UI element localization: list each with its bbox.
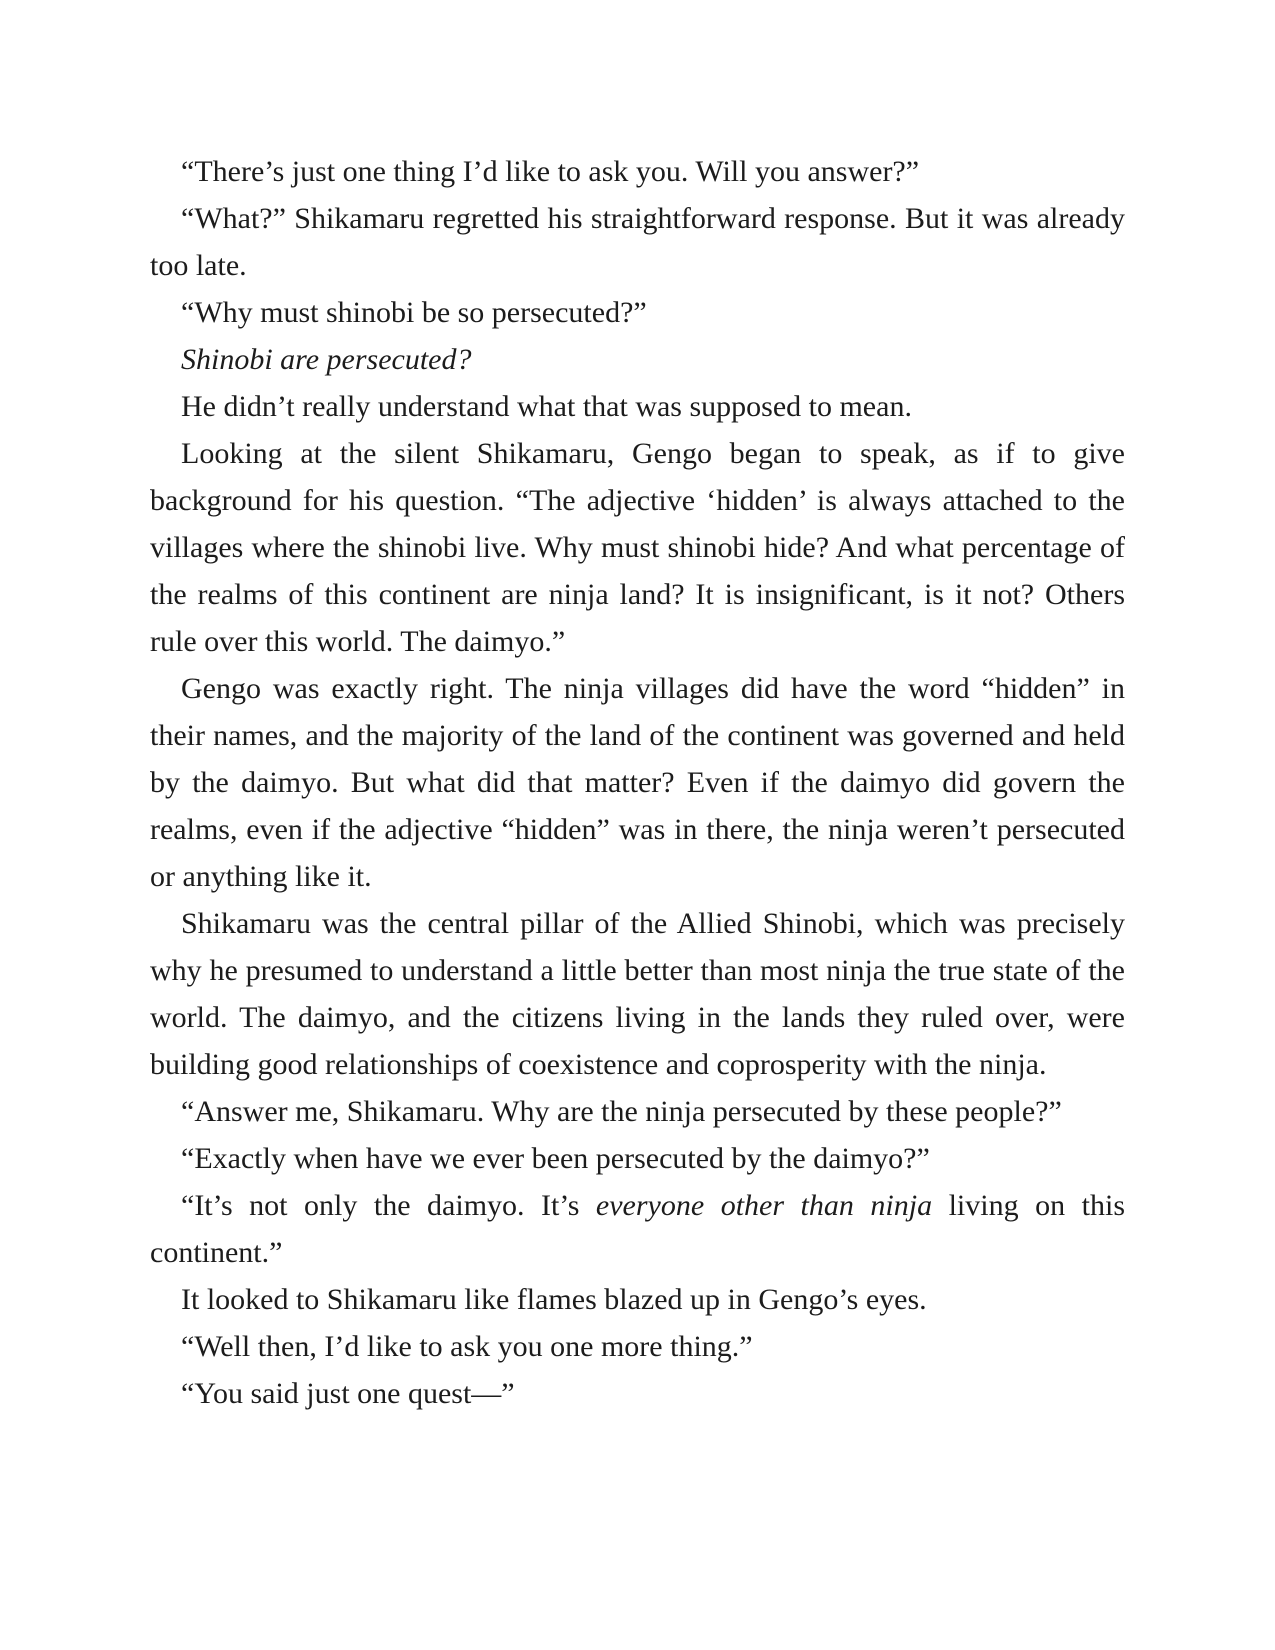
paragraph-one-quest: “You said just one quest—” [181, 1377, 515, 1410]
paragraph-not-only-daimyo [150, 1182, 1125, 1276]
paragraph-one-more-thing: “Well then, I’d like to ask you one more thing.” [181, 1330, 753, 1363]
paragraph-flames-blazed: It looked to Shikamaru like flames blazed up in Gengo’s eyes. [181, 1283, 927, 1316]
paragraph-answer-me: “Answer me, Shikamaru. Why are the ninja persecuted by these people?” [181, 1095, 1062, 1128]
paragraph-central-pillar: Shikamaru was the central pillar of the Allied Shinobi, which was precisely why he presumed to understand a little better than most ninja the true state of the world. The daimyo, and the citizens living in the lands they ruled over, were building good relationships of coexistence and coprosperity with the ninja. [150, 907, 1125, 1081]
paragraph-why-persecuted: “Why must shinobi be so persecuted?” [181, 296, 647, 329]
page-body [150, 148, 1125, 1417]
text-after-emphasis: living on this continent.” [150, 1189, 1125, 1269]
paragraph-ask-question: “There’s just one thing I’d like to ask you. Will you answer?” [181, 155, 920, 188]
paragraph-italic-thought: Shinobi are persecuted? [181, 343, 472, 376]
text-before-emphasis: “It’s not only the daimyo. It’s [181, 1189, 596, 1222]
paragraph-gengo-right: Gengo was exactly right. The ninja villages did have the word “hidden” in their names, and the majority of the land of the continent was governed and held by the daimyo. But what did that matter? Even if the daimyo did govern the realms, even if the adjective “hidden” was in there, the ninja weren’t persecuted or anything like it. [150, 672, 1125, 893]
emphasis-text: everyone other than ninja [595, 1189, 933, 1222]
paragraph-what-response: “What?” Shikamaru regretted his straightforward response. But it was already too late. [150, 202, 1125, 282]
paragraph-exactly-when: “Exactly when have we ever been persecuted by the daimyo?” [181, 1142, 930, 1175]
paragraph-didnt-understand: He didn’t really understand what that was supposed to mean. [181, 390, 912, 423]
paragraph-gengo-speaks: Looking at the silent Shikamaru, Gengo began to speak, as if to give background for his question. “The adjective ‘hidden’ is always attached to the villages where the shinobi live. Why must shinobi hide? And what percentage of the realms of this continent are ninja land? It is insignificant, is it not? Others rule over this world. The daimyo.” [150, 437, 1125, 658]
